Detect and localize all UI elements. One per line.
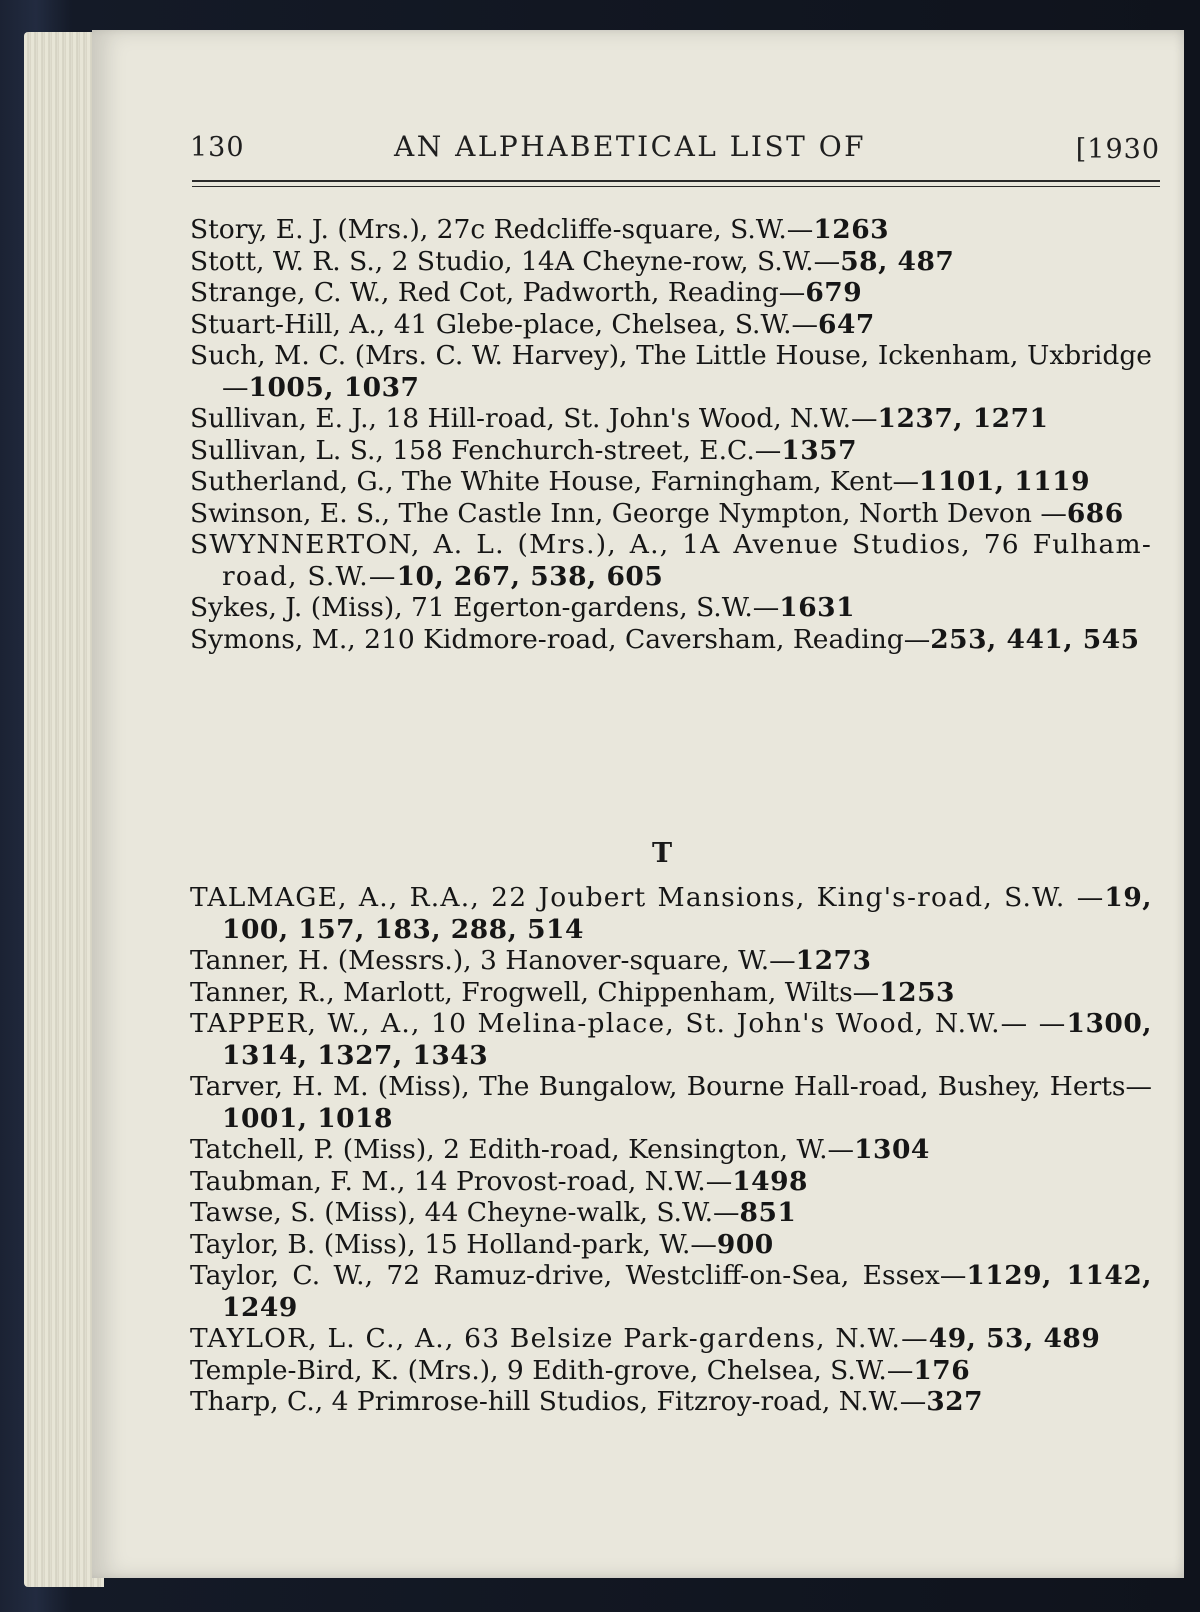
list-entry: Tatchell, P. (Miss), 2 Edith-road, Kensington, W.—1304: [190, 1134, 930, 1165]
list-entry: Sykes, J. (Miss), 71 Egerton-gardens, S.W.—1631: [190, 592, 856, 623]
list-entry: Sullivan, E. J., 18 Hill-road, St. John's Wood, N.W.—1237, 1271: [190, 403, 1049, 434]
section-letter: T: [652, 838, 673, 869]
list-entry: Tarver, H. M. (Miss), The Bungalow, Bourne Hall-road, Bushey, Herts—1001, 1018: [190, 1071, 1152, 1134]
list-entry: Tanner, H. (Messrs.), 3 Hanover-square, W.—1273: [190, 945, 872, 976]
list-entry: Stott, W. R. S., 2 Studio, 14A Cheyne-row, S.W.—58, 487: [190, 245, 955, 277]
page-header: [190, 132, 1160, 172]
list-entry: SWYNNERTON, A. L. (Mrs.), A., 1A Avenue Studios, 76 Fulham-road, S.W.—10, 267, 538, 605: [190, 529, 1152, 592]
list-entry: TAPPER, W., A., 10 Melina-place, St. John's Wood, N.W.— —1300, 1314, 1327, 1343: [190, 1008, 1152, 1071]
list-entry: Tharp, C., 4 Primrose-hill Studios, Fitzroy-road, N.W.—327: [190, 1386, 984, 1417]
list-entry: Taylor, B. (Miss), 15 Holland-park, W.—900: [190, 1228, 774, 1260]
list-entry: TAYLOR, L. C., A., 63 Belsize Park-gardens, N.W.—49, 53, 489: [190, 1323, 1101, 1354]
list-entry: Temple-Bird, K. (Mrs.), 9 Edith-grove, Chelsea, S.W.—176: [190, 1354, 971, 1386]
list-entry: Tawse, S. (Miss), 44 Cheyne-walk, S.W.—851: [190, 1197, 797, 1228]
page-number: 130: [190, 132, 245, 163]
list-entry: Stuart-Hill, A., 41 Glebe-place, Chelsea, S.W.—647: [190, 308, 875, 340]
list-entry: Story, E. J. (Mrs.), 27c Redcliffe-square, S.W.—1263: [190, 214, 890, 245]
list-entry: Tanner, R., Marlott, Frogwell, Chippenham, Wilts—1253: [190, 976, 955, 1008]
list-entry: Sullivan, L. S., 158 Fenchurch-street, E.C.—1357: [190, 434, 858, 466]
list-entry: Taubman, F. M., 14 Provost-road, N.W.—1498: [190, 1165, 808, 1197]
list-entry: Sutherland, G., The White House, Farningham, Kent—1101, 1119: [190, 466, 1091, 497]
list-entry: Swinson, E. S., The Castle Inn, George Nympton, North Devon —686: [190, 497, 1124, 529]
list-entry: Taylor, C. W., 72 Ramuz-drive, Westcliff-on-Sea, Essex—1129, 1142, 1249: [190, 1260, 1153, 1323]
list-entry: TALMAGE, A., R.A., 22 Joubert Mansions, King's-road, S.W. —19, 100, 157, 183, 288, 514: [190, 882, 1152, 945]
header-rule: [192, 180, 1160, 182]
list-entry: Symons, M., 210 Kidmore-road, Caversham, Reading—253, 441, 545: [190, 623, 1140, 655]
list-entry: Strange, C. W., Red Cot, Padworth, Reading—679: [190, 277, 863, 308]
list-entry: Such, M. C. (Mrs. C. W. Harvey), The Little House, Ickenham, Uxbridge—1005, 1037: [190, 340, 1152, 403]
running-title: AN ALPHABETICAL LIST OF: [394, 130, 867, 163]
running-year: [1930: [1075, 134, 1160, 165]
entries-t-list: [190, 882, 1152, 1418]
header-rule-thin: [192, 186, 1160, 187]
entries-s-list: [190, 214, 1152, 655]
